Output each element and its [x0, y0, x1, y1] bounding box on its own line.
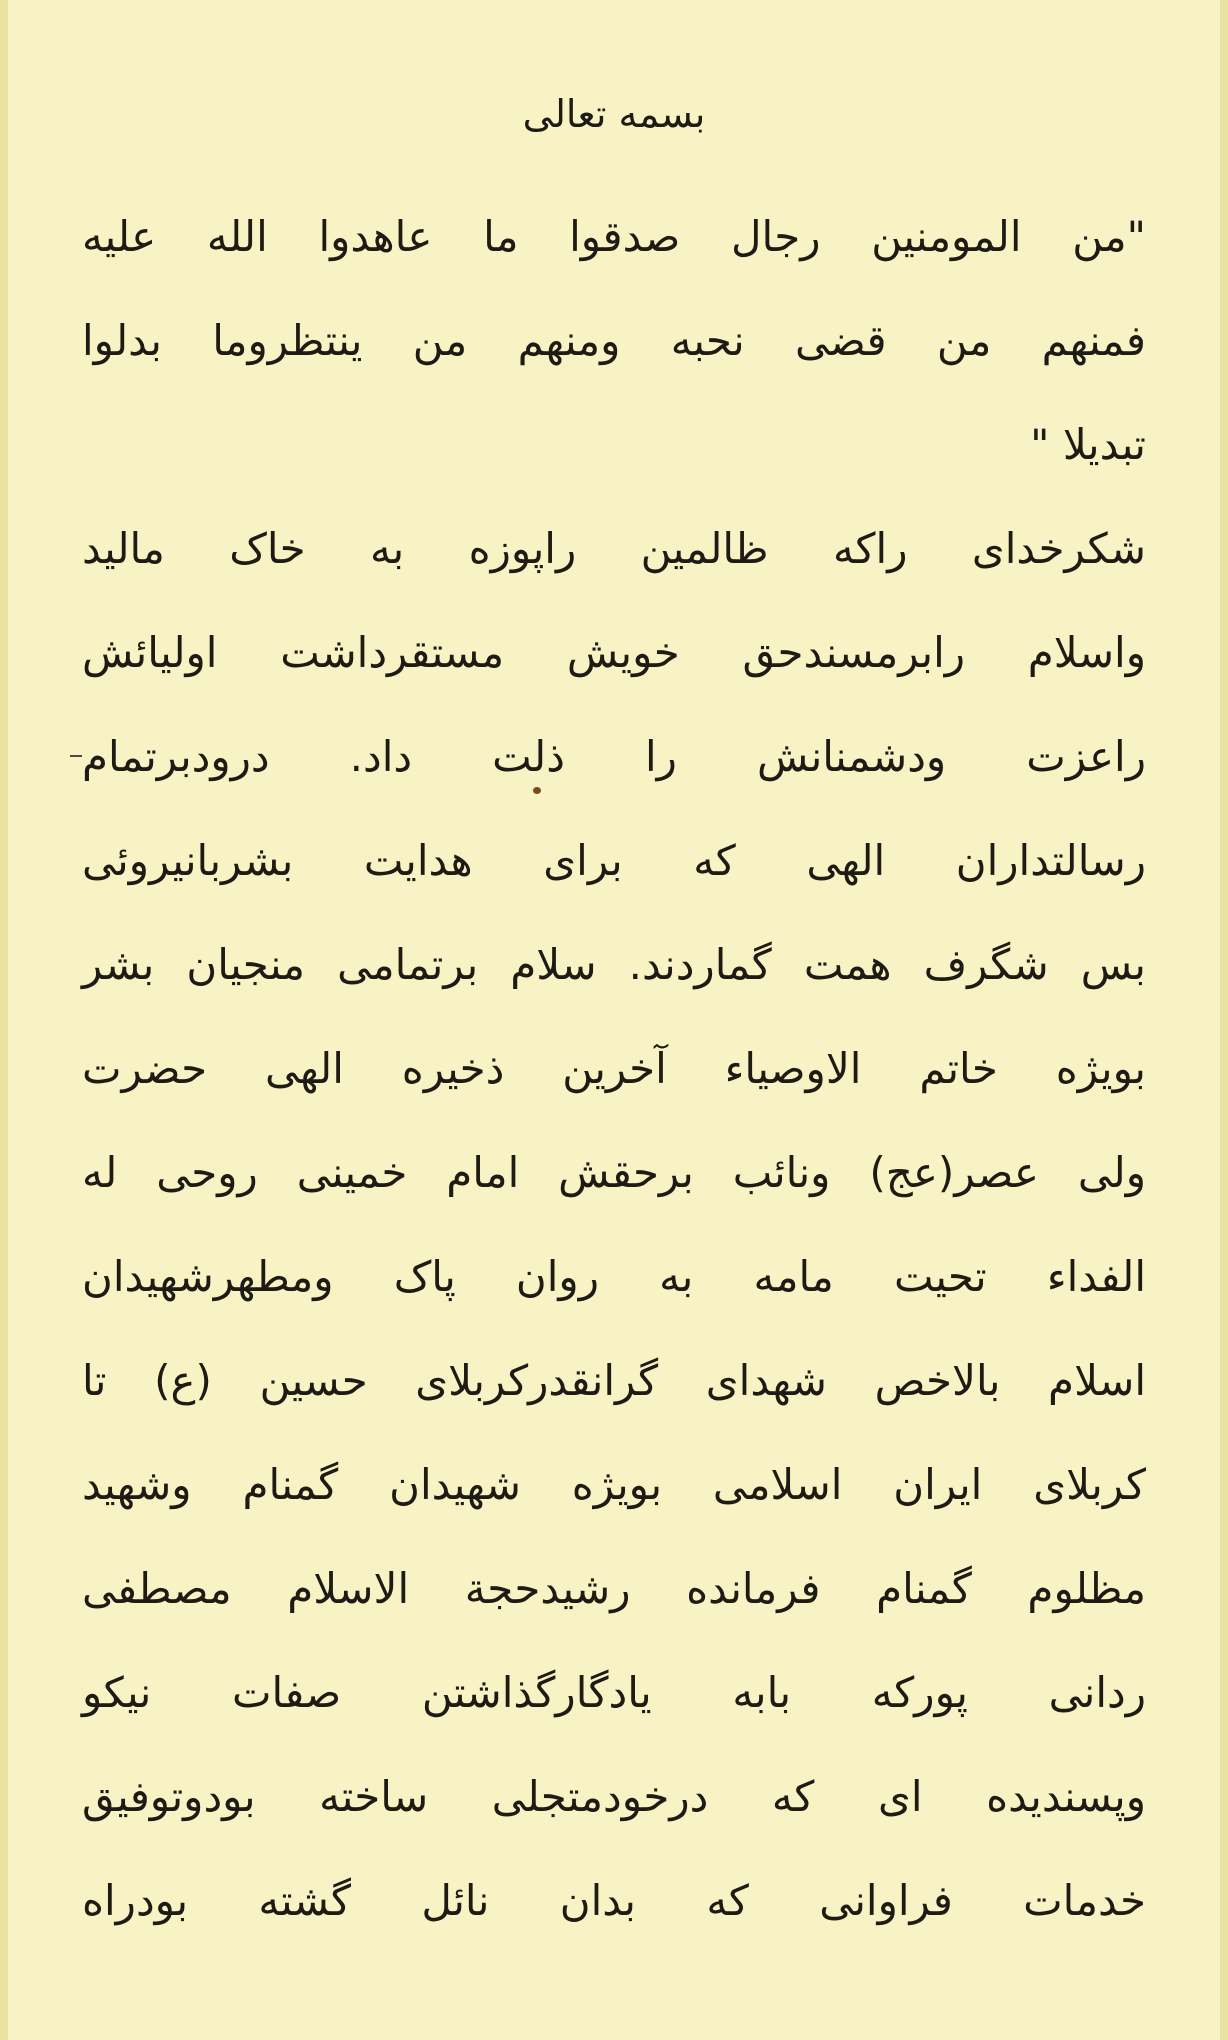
page-right-edge	[1220, 0, 1228, 2040]
text-line-1: "من المومنین رجال صدقوا ما عاهدوا الله علیه	[82, 212, 1146, 261]
text-line-3: تبدیلا "	[1030, 420, 1146, 469]
text-line-6: راعزت ودشمنانش را ذلت داد. درودبرتمام	[82, 732, 1146, 781]
text-line-8: بس شگرف همت گماردند. سلام برتمامی منجیان بشر	[82, 940, 1146, 989]
text-line-16: وپسندیده ای که درخودمتجلی ساخته بودوتوفیق	[82, 1772, 1146, 1821]
text-line-13: کربلای ایران اسلامی بویژه شهیدان گمنام وشهید	[82, 1460, 1146, 1509]
text-line-11: الفداء تحیت مامه به روان پاک ومطهرشهیدان	[82, 1252, 1146, 1301]
text-line-12: اسلام بالاخص شهدای گرانقدرکربلای حسین (ع) تا	[82, 1356, 1146, 1405]
margin-mark	[70, 755, 82, 757]
text-line-2: فمنهم من قضی نحبه ومنهم من ینتظروما بدلوا	[82, 316, 1146, 365]
ink-dot	[533, 787, 541, 794]
text-line-7: رسالتداران الهی که برای هدایت بشربانیروئی	[82, 836, 1146, 885]
page-title: بسمه تعالی	[522, 92, 706, 136]
body-text	[82, 185, 1146, 1953]
text-line-9: بویژه خاتم الاوصیاء آخرین ذخیره الهی حضرت	[82, 1044, 1146, 1093]
text-line-15: ردانی پورکه بابه یادگارگذاشتن صفات نیکو	[82, 1668, 1146, 1717]
text-line-14: مظلوم گمنام فرمانده رشیدحجة الاسلام مصطفی	[82, 1564, 1146, 1613]
text-line-10: ولی عصر(عج) ونائب برحقش امام خمینی روحی له	[82, 1148, 1146, 1197]
text-line-5: واسلام رابرمسندحق خویش مستقرداشت اولیائش	[82, 628, 1146, 677]
text-line-4: شکرخدای راکه ظالمین راپوزه به خاک مالید	[82, 524, 1146, 573]
page-left-edge	[0, 0, 8, 2040]
text-line-17: خدمات فراوانی که بدان نائل گشته بودراه	[82, 1876, 1146, 1925]
